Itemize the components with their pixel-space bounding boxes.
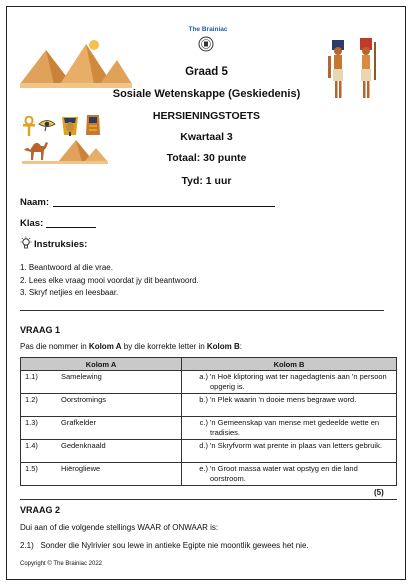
column-b-description: 'n Hoë kliptoring wat ter nagedagtenis aan 'n persoon opgerig is.	[208, 371, 397, 394]
question-1-marks: (5)	[374, 488, 384, 497]
column-b-description: 'n Gemeenskap van mense met gedeelde wette en tradisies.	[208, 417, 397, 440]
time-allowed: Tyd: 1 uur	[181, 175, 232, 187]
row-letter: c.)	[182, 417, 209, 440]
table-row	[21, 371, 397, 394]
question-2-item	[20, 541, 309, 550]
table-row	[21, 463, 397, 486]
column-b-description: 'n Plek waarin 'n dooie mens begrawe word.	[208, 394, 397, 417]
row-number: 1.1)	[21, 371, 58, 394]
row-letter: a.)	[182, 371, 209, 394]
column-a-term: Hiërogliewe	[57, 463, 182, 486]
column-a-term: Grafkelder	[57, 417, 182, 440]
brand-name: The Brainiac	[188, 26, 228, 33]
question-1-instruction: Pas die nommer in Kolom A by die korrekte letter in Kolom B:	[20, 342, 243, 351]
sun-icon	[89, 40, 99, 50]
brainiac-seal-icon	[198, 36, 214, 52]
column-b-description: 'n Skryfvorm wat prente in plaas van letters gebruik.	[208, 440, 397, 463]
pyramids-illustration	[20, 36, 132, 88]
column-a-term: Samelewing	[57, 371, 182, 394]
instructions-list	[20, 262, 199, 300]
item-number: 2.1)	[20, 541, 34, 550]
row-letter: b.)	[182, 394, 209, 417]
column-a-header: Kolom A	[21, 358, 182, 371]
table-row	[21, 394, 397, 417]
question-1-title: VRAAG 1	[20, 325, 61, 335]
divider	[20, 499, 397, 500]
lightbulb-icon	[19, 236, 33, 250]
question-2-instruction: Dui aan of die volgende stellings WAAR of ONWAAR is:	[20, 523, 219, 532]
divider	[20, 310, 384, 311]
table-header-row	[21, 358, 397, 371]
row-letter: d.)	[182, 440, 209, 463]
column-a-term: Oorstromings	[57, 394, 182, 417]
term-label: Kwartaal 3	[180, 131, 233, 143]
class-field[interactable]	[46, 217, 96, 228]
matching-table	[20, 357, 397, 486]
item-text: Sonder die Nylrivier sou lewe in antieke Egipte nie moontlik gewees het nie.	[40, 541, 309, 550]
name-field[interactable]	[53, 196, 275, 207]
copyright-footer: Copyright © The Brainiac 2022	[20, 561, 103, 567]
table-row	[21, 417, 397, 440]
row-number: 1.4)	[21, 440, 58, 463]
row-letter: e.)	[182, 463, 209, 486]
subject-title: Sosiale Wetenskappe (Geskiedenis)	[112, 88, 301, 100]
column-a-term: Gedenknaald	[57, 440, 182, 463]
instructions-heading: Instruksies:	[34, 239, 88, 250]
class-label: Klas:	[20, 218, 44, 229]
grade-title: Graad 5	[185, 66, 228, 78]
instruction-item: 3. Skryf netjies en leesbaar.	[20, 288, 119, 297]
row-number: 1.2)	[21, 394, 58, 417]
test-type: HERSIENINGSTOETS	[152, 110, 261, 122]
column-b-header: Kolom B	[182, 358, 397, 371]
row-number: 1.3)	[21, 417, 58, 440]
total-marks: Totaal: 30 punte	[166, 152, 247, 164]
instruction-item: 2. Lees elke vraag mooi voordat jy dit beantwoord.	[20, 275, 199, 285]
instruction-item: 1. Beantwoord al die vrae.	[20, 263, 113, 272]
table-row	[21, 440, 397, 463]
name-label: Naam:	[20, 197, 50, 208]
column-b-description: 'n Groot massa water wat opstyg en die land oorstroom.	[208, 463, 397, 486]
question-2-title: VRAAG 2	[20, 505, 61, 515]
row-number: 1.5)	[21, 463, 58, 486]
